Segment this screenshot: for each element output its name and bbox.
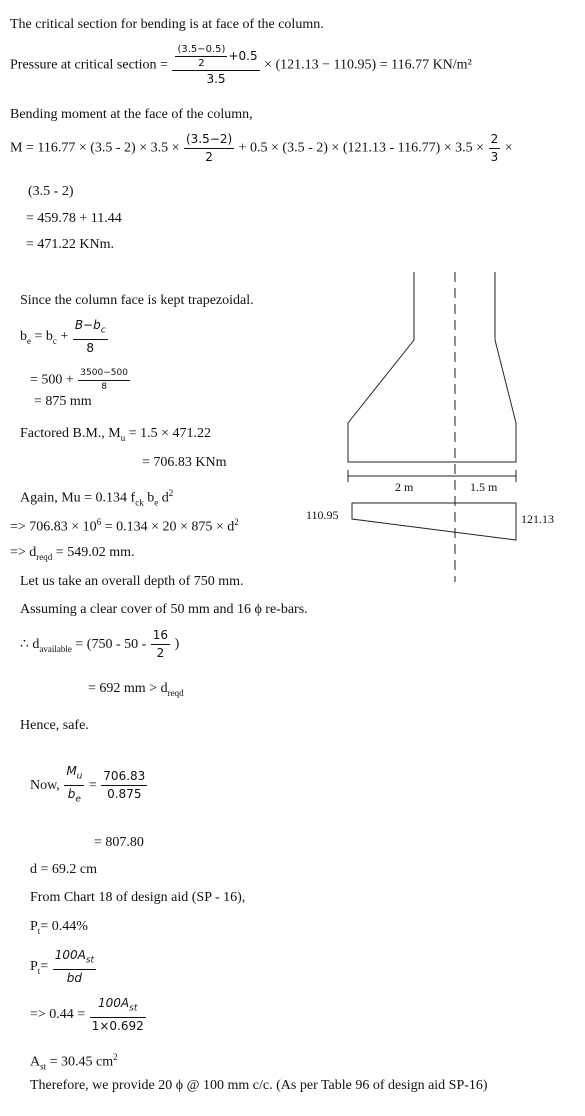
moment-equation: M = 116.77 × (3.5 - 2) × 3.5 × $\frac{(3.5-2)}{2}$ + 0.5 × (3.5 - 2) × (121.13 - 116.77) × 3.5 × $\frac{2}{3}$ × [10,132,513,164]
be-sub-fraction: $\frac{3500-500}{8}$ [80,368,128,392]
hence-safe: Hence, safe. [20,718,89,733]
be-substitution: = 500 + $\frac{3500-500}{8}$ [30,368,128,392]
dim-left-label: 2 m [395,480,414,494]
again-mu: Again, Mu = 0.134 $f_{ck}$ $b_e$ $d^2$ [20,488,174,508]
factored-bm: Factored B.M., $M_u = 1.5 \times 471.22$ [20,426,212,443]
clear-cover: Assuming a clear cover of 50 mm and 16 ϕ re-bars. [20,602,308,617]
d-available-fraction: $\frac{16}{2}$ [152,628,169,660]
d-cm: d = 69.2 cm [30,862,97,877]
provide-text: Therefore, we provide 20 ϕ @ 100 mm c/c. (As per Table 96 of design aid SP-16) [30,1078,488,1093]
pt-formula: $P_t=$ $\frac{100A_{st}}{bd}$ [30,948,95,986]
footing-outline [348,272,516,462]
ast-value: $A_{st} = 30.45$ $cm^2$ [30,1052,118,1072]
moment-sum: = 459.78 + 11.44 [26,211,122,226]
pt-value: $P_t= 0.44\%$ [30,919,88,936]
pt-sub-fraction: $\frac{100A_{st}}{1\times 0.692}$ [91,996,144,1034]
pressure-right-label: 121.13 [521,512,554,526]
be-result: = 875 mm [34,394,92,409]
moment-continuation: (3.5 - 2) [28,184,74,199]
d-692: = 692 mm > $d_{reqd}$ [88,681,184,698]
pressure-fraction: $\frac{(3.5-0.5)}{2}$ +0.5 3.5 [172,44,259,87]
pressure-diagram [352,503,516,540]
pressure-label: Pressure at critical section = [10,57,168,73]
be-fraction: $\frac{B-b_c}{8}$ [74,318,106,356]
d-available: ∴ $d_{available} = (750 - 50$ - $\frac{16}{2}$ ) [20,628,180,660]
factored-result: = 706.83 KNm [142,455,227,470]
now-equation: Now, $\frac{M_u}{b_e}$ = $\frac{706.83}{0.875}$ [30,764,148,808]
overall-depth: Let us take an overall depth of 750 mm. [20,574,244,589]
moment-result: = 471.22 KNm. [26,237,115,252]
moment-fraction-2: $\frac{2}{3}$ [490,132,499,164]
bending-moment-label: Bending moment at the face of the column, [10,107,253,122]
pressure-inner-fraction: $\frac{(3.5-0.5)}{2}$ [177,44,226,69]
trapezoidal-text: Since the column face is kept trapezoidal. [20,293,254,308]
now-fraction-2: $\frac{706.83}{0.875}$ [103,769,146,802]
critical-section-text: The critical section for bending is at face of the column. [10,17,324,32]
dim-right-label: 1.5 m [470,480,498,494]
depth-equation: => $706.83 \times 10^6 = 0.134 \times 20 \times 875 \times d^2$ [10,517,239,535]
chart-18-text: From Chart 18 of design aid (SP - 16), [30,890,246,905]
moment-fraction-1: $\frac{(3.5-2)}{2}$ [186,132,233,164]
pt-substitution: => 0.44 = $\frac{100A_{st}}{1\times 0.692}$ [30,996,144,1034]
be-equation: $b_e = b_c$ + $\frac{B-b_c}{8}$ [20,318,106,356]
pt-fraction: $\frac{100A_{st}}{bd}$ [54,948,95,986]
pressure-left-label: 110.95 [306,508,339,522]
now-fraction-1: $\frac{M_u}{b_e}$ [66,764,83,805]
now-result: = 807.80 [94,835,144,850]
pressure-rest: × (121.13 − 110.95) = 116.77 KN/m² [264,57,472,73]
d-required: => $d_{reqd} = 549.02$ mm. [10,545,135,562]
